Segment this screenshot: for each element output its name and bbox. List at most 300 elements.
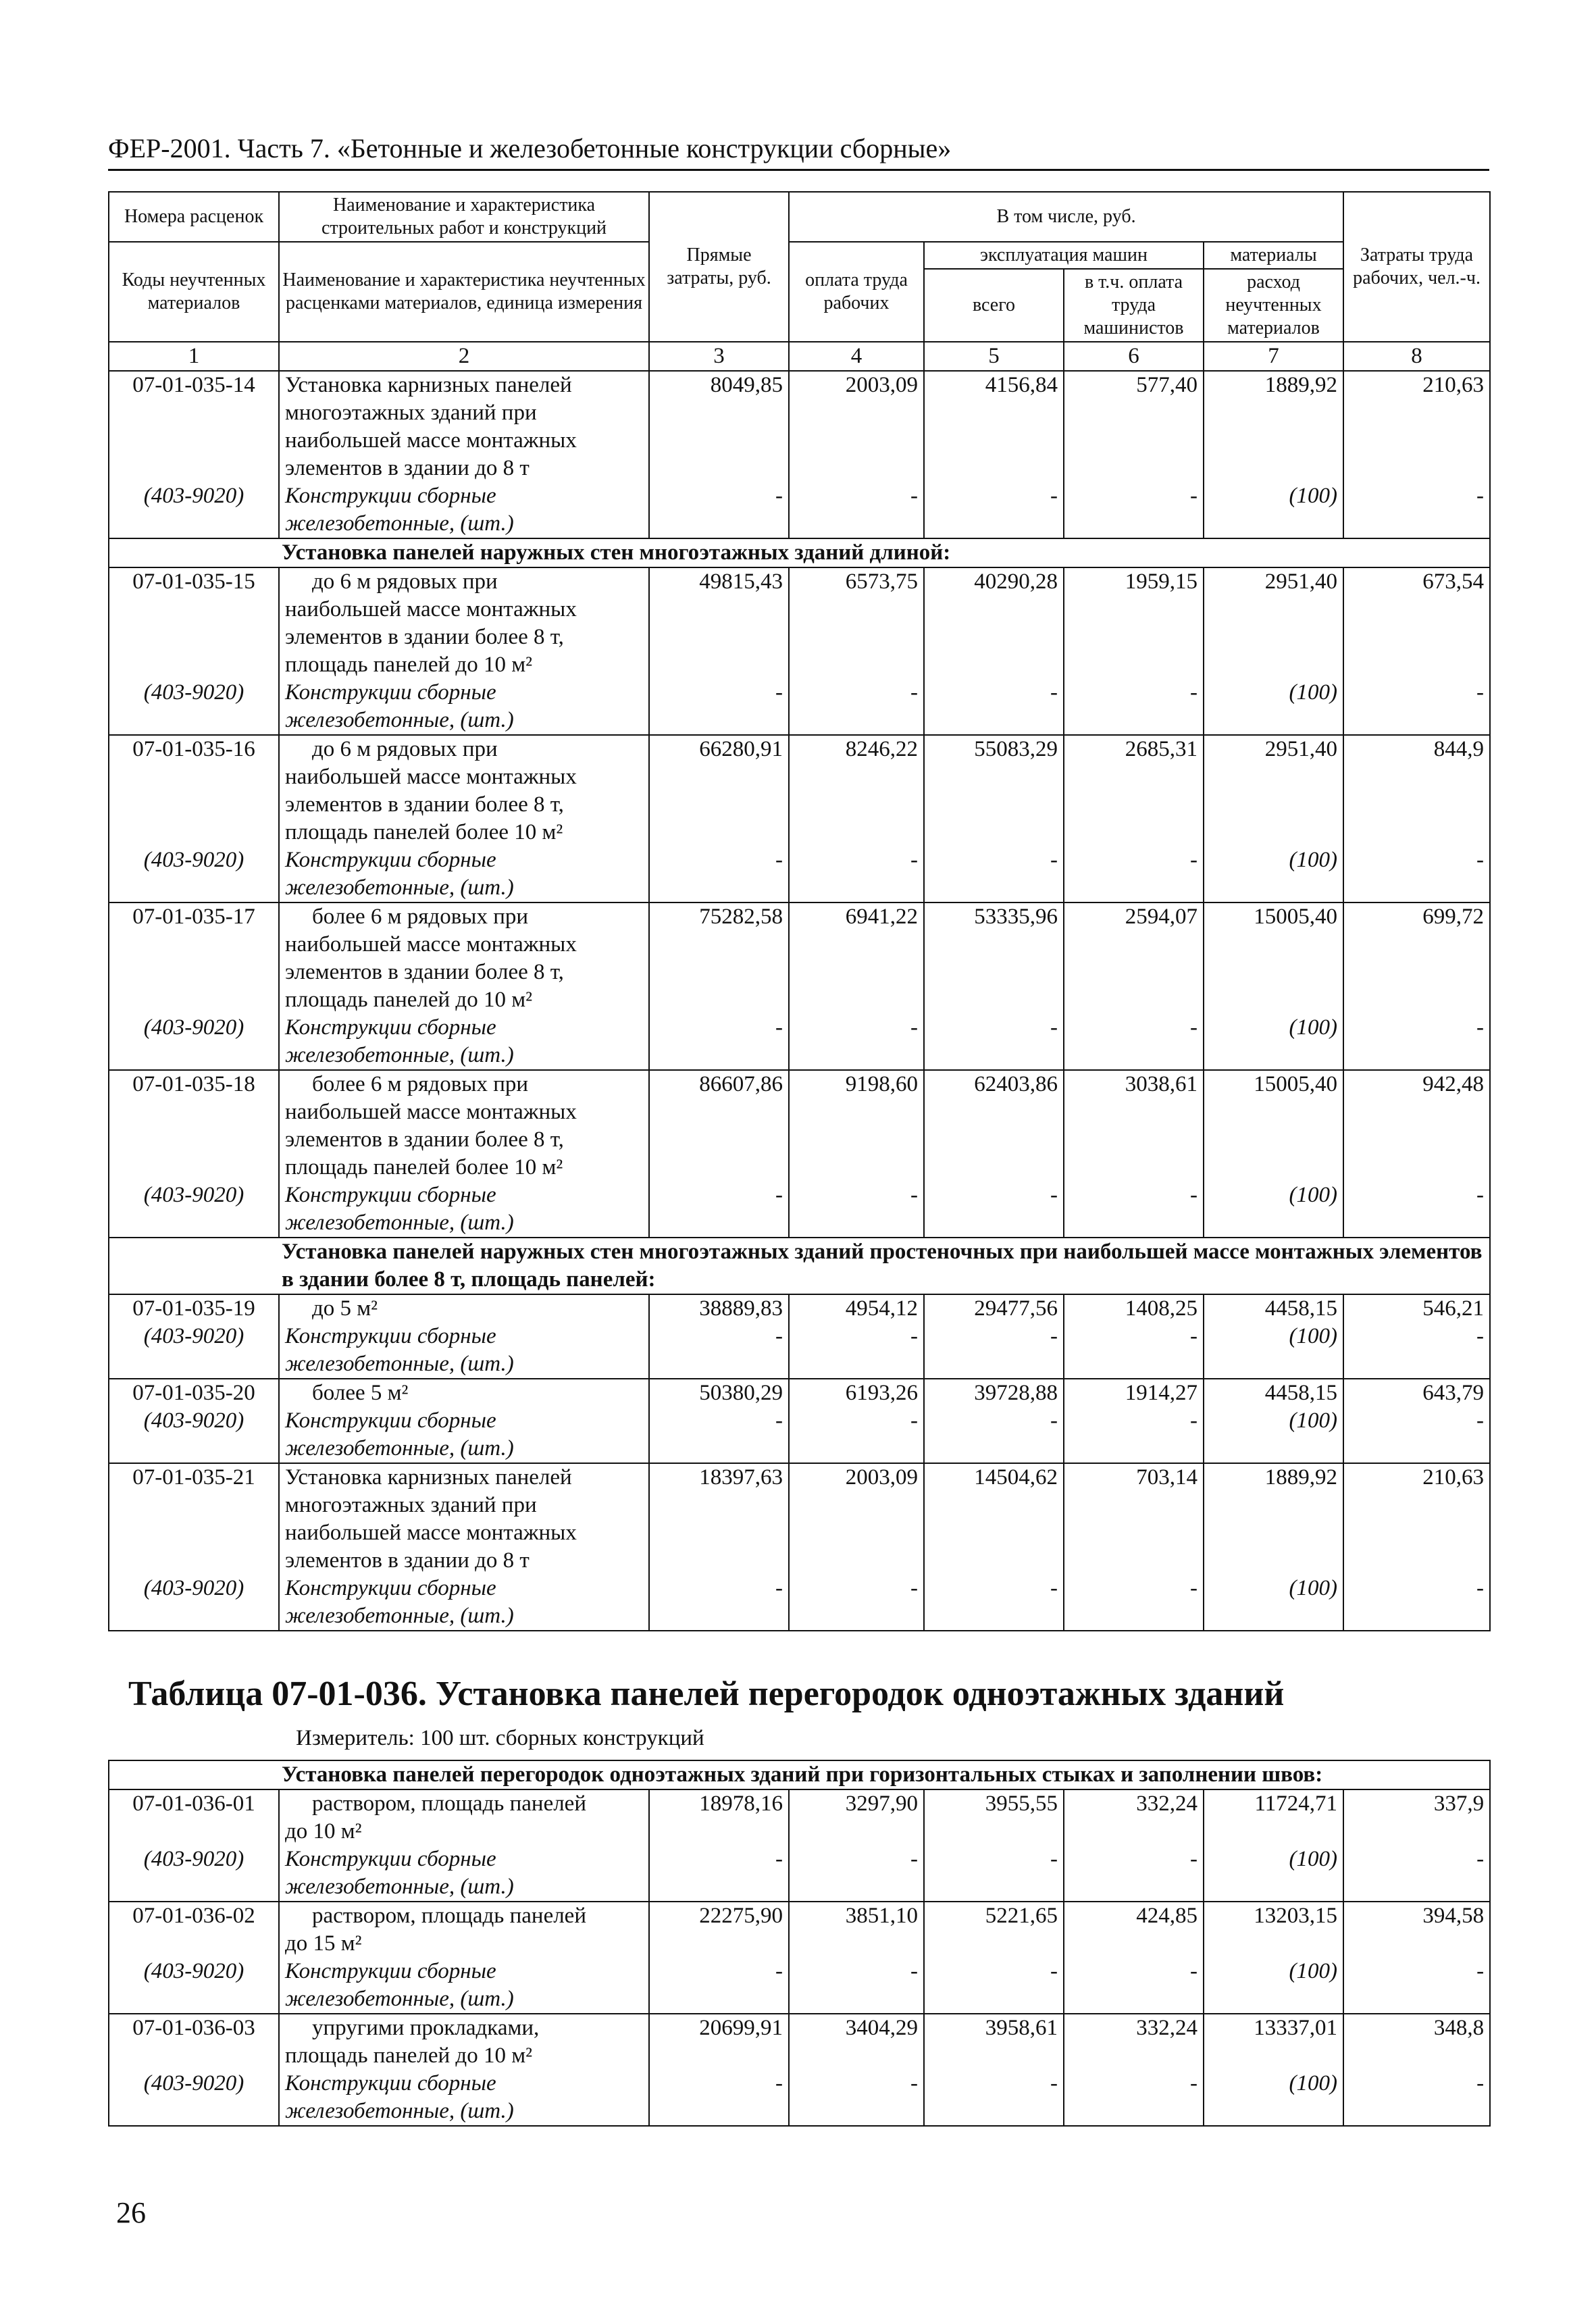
spacer	[1070, 2098, 1198, 2125]
rate-code-stack	[115, 1071, 273, 1237]
description-line: площадь панелей более 10 м²	[285, 820, 563, 844]
spacer	[115, 624, 273, 651]
material-name-line: железобетонные, (шт.)	[285, 875, 514, 900]
materials-stack	[1210, 1902, 1337, 2013]
machinist-wages-stack	[1070, 1379, 1198, 1463]
rate-code-cell	[109, 567, 279, 735]
wages-cell	[789, 371, 924, 538]
dash: -	[775, 1324, 783, 1348]
direct-costs-value: 66280,91	[699, 737, 783, 761]
machines-total-value: 53335,96	[974, 905, 1058, 929]
dash: -	[1190, 680, 1198, 705]
spacer	[115, 1350, 273, 1378]
spacer	[1070, 819, 1198, 846]
rate-code: 07-01-035-15	[132, 569, 255, 594]
spacer	[655, 1126, 783, 1154]
machines-total-value: 40290,28	[974, 569, 1058, 594]
spacer	[115, 763, 273, 791]
machinist-wages-stack	[1070, 736, 1198, 902]
description-line: до 10 м²	[285, 1819, 362, 1844]
spacer	[655, 596, 783, 624]
spacer	[655, 791, 783, 819]
description-stack	[285, 1295, 643, 1378]
material-code: (403-9020)	[143, 1408, 244, 1433]
spacer	[795, 986, 918, 1014]
direct-costs-cell	[649, 1070, 789, 1238]
section-heading: Установка панелей наружных стен многоэтажных зданий длиной:	[109, 538, 1490, 567]
labor-cell	[1343, 1902, 1490, 2014]
dash: -	[910, 1324, 918, 1348]
spacer	[1070, 1126, 1198, 1154]
direct-costs-value: 86607,86	[699, 1072, 783, 1096]
rate-description-cell	[279, 371, 649, 538]
spacer	[115, 874, 273, 902]
spacer	[655, 427, 783, 455]
spacer	[1070, 791, 1198, 819]
spacer	[1210, 1435, 1337, 1463]
wages-stack	[795, 568, 918, 734]
spacer	[795, 2098, 918, 2125]
dash: -	[1190, 1847, 1198, 1871]
rate-code: 07-01-035-21	[132, 1465, 255, 1490]
spacer	[115, 1435, 273, 1463]
rate-code: 07-01-035-19	[132, 1296, 255, 1321]
hdr-wages: оплата труда рабочих	[789, 242, 924, 342]
spacer	[1070, 1350, 1198, 1378]
labor-stack	[1349, 1464, 1484, 1630]
machinist-wages-value: 332,24	[1136, 2016, 1198, 2040]
rate-description-cell	[279, 1070, 649, 1238]
rate-row	[109, 1789, 1490, 1902]
rate-code-stack	[115, 372, 273, 538]
machinist-wages-cell	[1064, 1070, 1204, 1238]
spacer	[930, 1873, 1058, 1901]
material-code: (403-9020)	[143, 1015, 244, 1040]
materials-stack	[1210, 372, 1337, 538]
rate-code: 07-01-036-01	[132, 1791, 255, 1816]
dash: -	[1050, 484, 1058, 508]
spacer	[1210, 2098, 1337, 2125]
labor-stack	[1349, 1790, 1484, 1901]
spacer	[930, 1126, 1058, 1154]
hdr-machines-total: всего	[924, 269, 1064, 342]
section-row	[109, 1238, 1490, 1294]
machinist-wages-value: 3038,61	[1125, 1072, 1198, 1096]
dash: -	[775, 680, 783, 705]
materials-cell	[1204, 1463, 1343, 1631]
spacer	[930, 707, 1058, 734]
spacer	[1349, 1519, 1484, 1547]
spacer	[930, 1930, 1058, 1958]
spacer	[1210, 1602, 1337, 1630]
material-name-line: железобетонные, (шт.)	[285, 2099, 514, 2123]
labor-stack	[1349, 1295, 1484, 1378]
machines-total-cell	[924, 1789, 1064, 1902]
spacer	[1210, 819, 1337, 846]
hdr-machines: эксплуатация машин	[924, 242, 1204, 269]
dash: -	[775, 1183, 783, 1207]
rate-row	[109, 1379, 1490, 1463]
direct-costs-cell	[649, 1379, 789, 1463]
description-line: элементов в здании более 8 т,	[285, 792, 564, 817]
spacer	[1070, 624, 1198, 651]
material-qty: (100)	[1289, 1847, 1337, 1871]
spacer	[930, 1602, 1058, 1630]
description-line: элементов в здании до 8 т	[285, 456, 530, 480]
spacer	[1210, 399, 1337, 427]
spacer	[1349, 2098, 1484, 2125]
spacer	[655, 707, 783, 734]
rate-code-stack	[115, 736, 273, 902]
material-name-line: Конструкции сборные	[285, 680, 496, 705]
machines-total-stack	[930, 372, 1058, 538]
material-name-line: железобетонные, (шт.)	[285, 1604, 514, 1628]
spacer	[1349, 986, 1484, 1014]
spacer	[115, 1547, 273, 1575]
description-line: Установка карнизных панелей	[285, 373, 572, 397]
machinist-wages-stack	[1070, 568, 1198, 734]
material-code: (403-9020)	[143, 848, 244, 872]
materials-value: 13337,01	[1254, 2016, 1337, 2040]
direct-costs-stack	[655, 1902, 783, 2013]
wages-cell	[789, 2014, 924, 2126]
dash: -	[1476, 1183, 1485, 1207]
wages-cell	[789, 1070, 924, 1238]
rate-row	[109, 1902, 1490, 2014]
machinist-wages-stack	[1070, 903, 1198, 1069]
labor-value: 699,72	[1422, 905, 1485, 929]
rate-description-cell	[279, 567, 649, 735]
spacer	[795, 1602, 918, 1630]
material-name-line: железобетонные, (шт.)	[285, 511, 514, 536]
material-name-line: Конструкции сборные	[285, 1847, 496, 1871]
hdr-direct-costs: Прямые затраты, руб.	[649, 192, 789, 342]
description-stack	[285, 736, 643, 902]
direct-costs-cell	[649, 2014, 789, 2126]
spacer	[1070, 763, 1198, 791]
spacer	[1349, 455, 1484, 482]
spacer	[1210, 1519, 1337, 1547]
materials-value: 2951,40	[1264, 569, 1338, 594]
materials-cell	[1204, 1070, 1343, 1238]
dash: -	[1050, 1183, 1058, 1207]
material-name-line: железобетонные, (шт.)	[285, 1436, 514, 1460]
spacer	[1210, 1818, 1337, 1846]
description-line: многоэтажных зданий при	[285, 1493, 537, 1517]
materials-value: 1889,92	[1264, 1465, 1338, 1490]
description-line: более 6 м рядовых при	[312, 905, 529, 929]
description-line: Установка карнизных панелей	[285, 1465, 572, 1490]
spacer	[655, 651, 783, 679]
description-stack	[285, 2014, 643, 2125]
material-qty: (100)	[1289, 1324, 1338, 1348]
spacer	[1210, 1492, 1337, 1519]
header-rule	[108, 169, 1489, 171]
wages-value: 4954,12	[845, 1296, 918, 1321]
spacer	[930, 819, 1058, 846]
dash: -	[1050, 1959, 1058, 1983]
labor-cell	[1343, 903, 1490, 1070]
machinist-wages-cell	[1064, 903, 1204, 1070]
direct-costs-value: 20699,91	[699, 2016, 783, 2040]
spacer	[1210, 1350, 1337, 1378]
spacer	[115, 455, 273, 482]
dash: -	[910, 680, 918, 705]
labor-value: 210,63	[1422, 1465, 1485, 1490]
col-number: 5	[924, 342, 1064, 371]
labor-cell	[1343, 1789, 1490, 1902]
description-stack	[285, 1902, 643, 2013]
machines-total-stack	[930, 1902, 1058, 2013]
spacer	[1349, 874, 1484, 902]
materials-value: 2951,40	[1264, 737, 1338, 761]
hdr-including: В том числе, руб.	[789, 192, 1343, 242]
dash: -	[1190, 1324, 1198, 1348]
labor-stack	[1349, 736, 1484, 902]
material-name-line: Конструкции сборные	[285, 1576, 496, 1600]
description-line: площадь панелей до 10 м²	[285, 653, 532, 677]
spacer	[655, 874, 783, 902]
materials-cell	[1204, 371, 1343, 538]
direct-costs-cell	[649, 567, 789, 735]
direct-costs-stack	[655, 736, 783, 902]
machines-total-value: 29477,56	[974, 1296, 1058, 1321]
material-name-line: Конструкции сборные	[285, 1408, 496, 1433]
section-heading: Установка панелей наружных стен многоэтажных зданий простеночных при наибольшей массе монтажных элементов в здании более 8 т, площадь панелей:	[109, 1238, 1490, 1294]
direct-costs-stack	[655, 1790, 783, 1901]
rates-table	[108, 191, 1491, 1631]
machines-total-value: 14504,62	[974, 1465, 1058, 1490]
machinist-wages-cell	[1064, 735, 1204, 903]
labor-cell	[1343, 735, 1490, 903]
spacer	[795, 399, 918, 427]
col-number: 1	[109, 342, 279, 371]
spacer	[1210, 931, 1337, 959]
spacer	[115, 819, 273, 846]
dash: -	[910, 1183, 918, 1207]
col-number: 7	[1204, 342, 1343, 371]
direct-costs-cell	[649, 1789, 789, 1902]
materials-stack	[1210, 1379, 1337, 1463]
machines-total-cell	[924, 1379, 1064, 1463]
description-line: наибольшей массе монтажных	[285, 1521, 577, 1545]
spacer	[115, 1985, 273, 2013]
material-code: (403-9020)	[143, 484, 244, 508]
spacer	[1349, 931, 1484, 959]
col-number: 2	[279, 342, 649, 371]
dash: -	[910, 1408, 918, 1433]
materials-stack	[1210, 1790, 1337, 1901]
material-qty: (100)	[1289, 1576, 1338, 1600]
machinist-wages-value: 577,40	[1136, 373, 1198, 397]
spacer	[930, 427, 1058, 455]
rate-code-stack	[115, 1790, 273, 1901]
wages-stack	[795, 2014, 918, 2125]
dash: -	[775, 2071, 783, 2095]
material-qty: (100)	[1289, 1959, 1337, 1983]
machinist-wages-cell	[1064, 371, 1204, 538]
spacer	[1210, 959, 1337, 986]
description-line: элементов в здании более 8 т,	[285, 625, 564, 649]
materials-value: 15005,40	[1254, 905, 1338, 929]
machinist-wages-cell	[1064, 1463, 1204, 1631]
wages-value: 8246,22	[845, 737, 918, 761]
spacer	[795, 1154, 918, 1181]
spacer	[795, 763, 918, 791]
wages-cell	[789, 1789, 924, 1902]
wages-cell	[789, 1463, 924, 1631]
description-line: до 15 м²	[285, 1931, 362, 1956]
machines-total-value: 3955,55	[985, 1791, 1058, 1816]
materials-value: 13203,15	[1254, 1904, 1337, 1928]
rate-description-cell	[279, 1789, 649, 1902]
spacer	[115, 959, 273, 986]
material-qty: (100)	[1289, 848, 1338, 872]
spacer	[930, 763, 1058, 791]
spacer	[1210, 427, 1337, 455]
table-036-title: Таблица 07-01-036. Установка панелей перегородок одноэтажных зданий	[128, 1675, 1285, 1713]
machinist-wages-value: 2594,07	[1125, 905, 1198, 929]
rate-code-cell	[109, 1294, 279, 1379]
wages-value: 6573,75	[845, 569, 918, 594]
spacer	[655, 1985, 783, 2013]
materials-cell	[1204, 1902, 1343, 2014]
col-number: 8	[1343, 342, 1490, 371]
rate-row	[109, 1463, 1490, 1631]
wages-cell	[789, 1294, 924, 1379]
spacer	[795, 1519, 918, 1547]
rate-code-cell	[109, 735, 279, 903]
spacer	[655, 1350, 783, 1378]
spacer	[1349, 1602, 1484, 1630]
rate-code-cell	[109, 1789, 279, 1902]
spacer	[1070, 1930, 1198, 1958]
spacer	[930, 1985, 1058, 2013]
labor-cell	[1343, 371, 1490, 538]
hdr-material-codes: Коды неучтенных материалов	[109, 242, 279, 342]
materials-value: 11724,71	[1254, 1791, 1337, 1816]
direct-costs-stack	[655, 2014, 783, 2125]
spacer	[1210, 1873, 1337, 1901]
machinist-wages-stack	[1070, 2014, 1198, 2125]
machines-total-stack	[930, 903, 1058, 1069]
spacer	[795, 2042, 918, 2070]
spacer	[1070, 1602, 1198, 1630]
description-line: до 6 м рядовых при	[312, 569, 498, 594]
wages-stack	[795, 736, 918, 902]
dash: -	[775, 1015, 783, 1040]
spacer	[115, 510, 273, 538]
machinist-wages-stack	[1070, 1295, 1198, 1378]
machinist-wages-stack	[1070, 372, 1198, 538]
spacer	[115, 1209, 273, 1237]
material-code: (403-9020)	[143, 2071, 244, 2095]
materials-stack	[1210, 1071, 1337, 1237]
wages-value: 9198,60	[845, 1072, 918, 1096]
machinist-wages-cell	[1064, 567, 1204, 735]
rate-row	[109, 567, 1490, 735]
spacer	[1349, 1098, 1484, 1126]
dash: -	[1476, 1324, 1485, 1348]
wages-stack	[795, 1071, 918, 1237]
description-line: наибольшей массе монтажных	[285, 428, 577, 453]
spacer	[115, 1602, 273, 1630]
dash: -	[910, 848, 918, 872]
spacer	[930, 1042, 1058, 1069]
spacer	[115, 651, 273, 679]
machinist-wages-stack	[1070, 1071, 1198, 1237]
labor-value: 844,9	[1433, 737, 1485, 761]
labor-cell	[1343, 2014, 1490, 2126]
spacer	[930, 1154, 1058, 1181]
spacer	[1070, 874, 1198, 902]
hdr-material-name: Наименование и характеристика неучтенных расценками материалов, единица измерения	[279, 242, 649, 342]
spacer	[795, 1126, 918, 1154]
machines-total-value: 55083,29	[974, 737, 1058, 761]
direct-costs-cell	[649, 903, 789, 1070]
spacer	[115, 1818, 273, 1846]
dash: -	[775, 848, 783, 872]
spacer	[1070, 510, 1198, 538]
spacer	[1349, 1985, 1484, 2013]
material-name-line: Конструкции сборные	[285, 1183, 496, 1207]
wages-stack	[795, 372, 918, 538]
spacer	[1070, 986, 1198, 1014]
description-stack	[285, 1790, 643, 1901]
rate-code-stack	[115, 2014, 273, 2125]
material-code: (403-9020)	[143, 1959, 244, 1983]
spacer	[795, 455, 918, 482]
materials-stack	[1210, 2014, 1337, 2125]
spacer	[1070, 1492, 1198, 1519]
machines-total-cell	[924, 1294, 1064, 1379]
spacer	[1349, 1873, 1484, 1901]
spacer	[655, 1154, 783, 1181]
spacer	[795, 1435, 918, 1463]
spacer	[1349, 959, 1484, 986]
dash: -	[1190, 1183, 1198, 1207]
material-code: (403-9020)	[143, 1183, 244, 1207]
rate-description-cell	[279, 1463, 649, 1631]
spacer	[1210, 707, 1337, 734]
material-qty: (100)	[1289, 1015, 1338, 1040]
rate-row	[109, 1294, 1490, 1379]
spacer	[795, 427, 918, 455]
rate-code-cell	[109, 1902, 279, 2014]
spacer	[655, 1818, 783, 1846]
spacer	[115, 1873, 273, 1901]
spacer	[1070, 427, 1198, 455]
spacer	[930, 455, 1058, 482]
rate-code: 07-01-035-17	[132, 905, 255, 929]
material-name-line: Конструкции сборные	[285, 1959, 496, 1983]
machines-total-stack	[930, 1379, 1058, 1463]
material-qty: (100)	[1289, 1408, 1338, 1433]
spacer	[795, 931, 918, 959]
material-qty: (100)	[1289, 2071, 1337, 2095]
machines-total-value: 39728,88	[974, 1381, 1058, 1405]
spacer	[655, 1098, 783, 1126]
description-line: упругими прокладками,	[312, 2016, 540, 2040]
spacer	[795, 1098, 918, 1126]
materials-cell	[1204, 1379, 1343, 1463]
hdr-materials: материалы	[1204, 242, 1343, 269]
spacer	[1349, 819, 1484, 846]
wages-cell	[789, 903, 924, 1070]
wages-value: 2003,09	[845, 1465, 918, 1490]
direct-costs-stack	[655, 1379, 783, 1463]
spacer	[1349, 1154, 1484, 1181]
